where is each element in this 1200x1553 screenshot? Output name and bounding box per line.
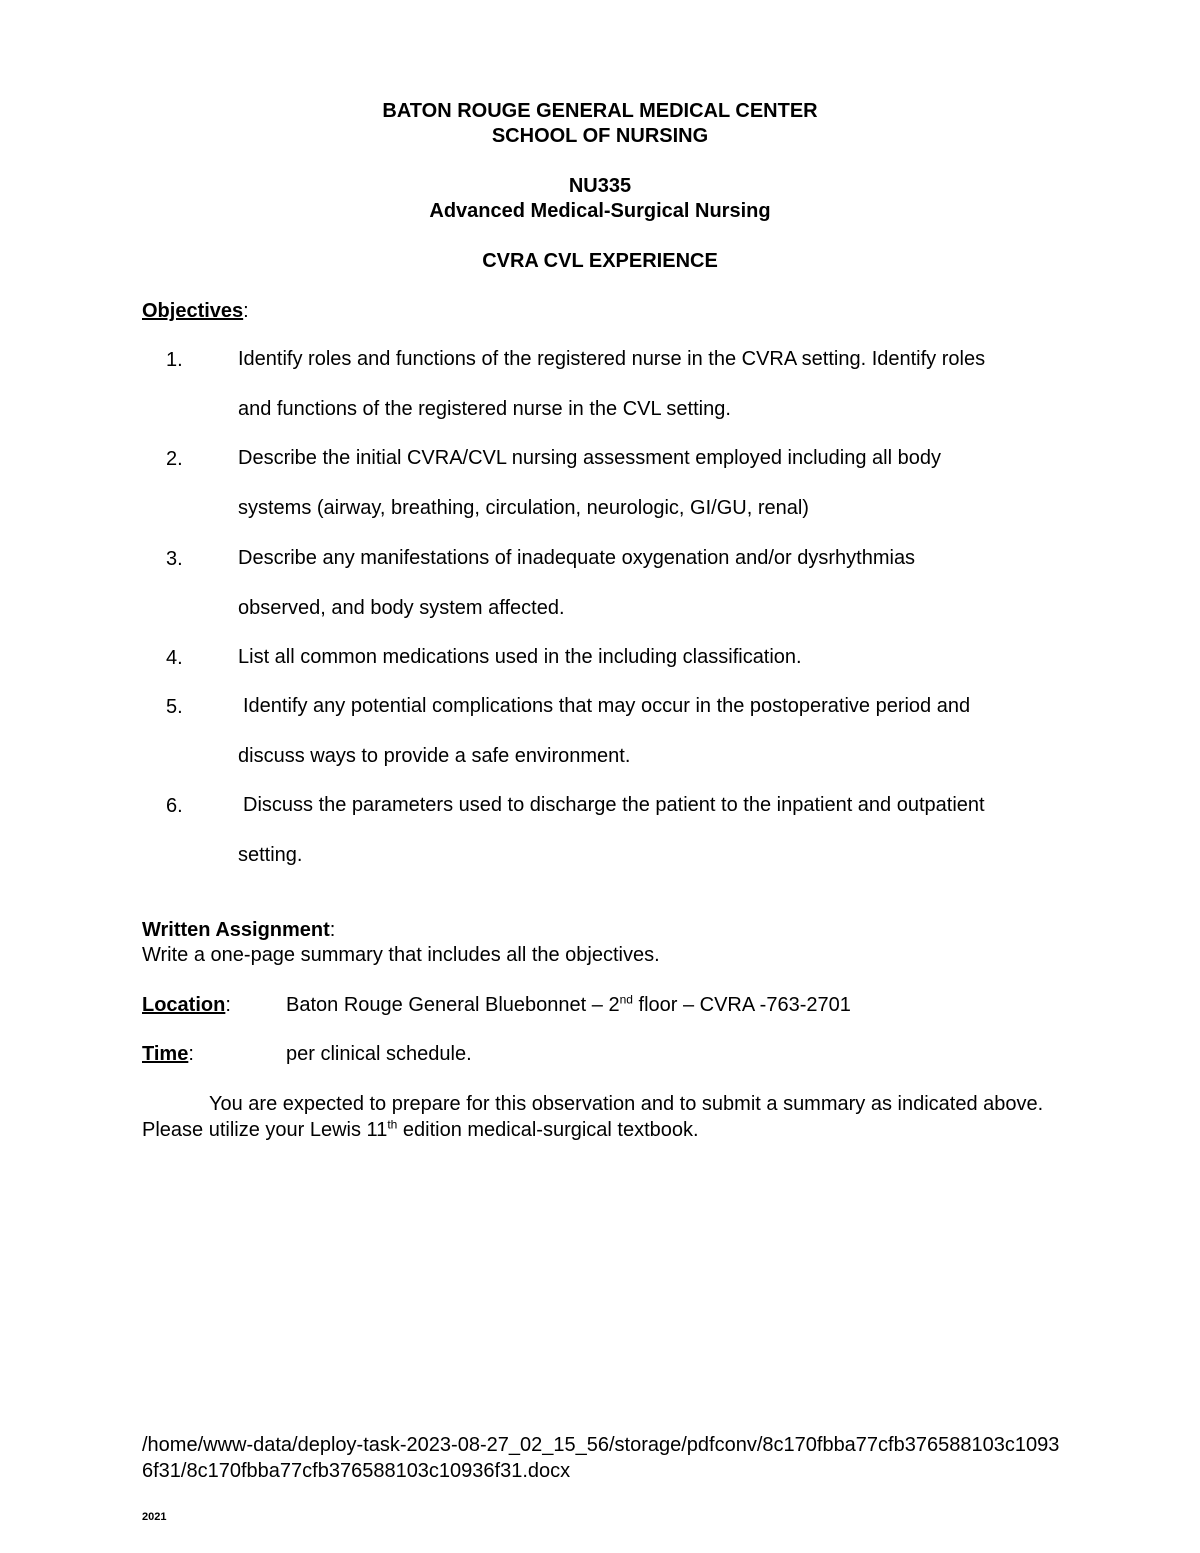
objectives-colon: : [243,300,249,322]
time-colon: : [188,1043,194,1065]
objective-line: Describe the initial CVRA/CVL nursing assessment employed including all body [238,447,941,469]
written-assignment-colon: : [329,919,336,941]
time-value: per clinical schedule. [286,1043,472,1065]
objective-item [238,335,1068,434]
course-code: NU335 [568,175,632,197]
time-label: Time [142,1043,189,1065]
footer-file-path: /home/www-data/deploy-task-2023-08-27_02_15_56/storage/pdfconv/8c170fbba77cfb376588103c10936f31/8c170fbba77cfb376588103c10936f31.docx [142,1434,1060,1482]
objective-line: Identify roles and functions of the registered nurse in the CVRA setting. Identify roles [238,348,986,370]
location-text: Baton Rouge General Bluebonnet – 2 [286,994,620,1016]
written-assignment-text: Write a one-page summary that includes all the objectives. [142,944,660,966]
objective-item [238,781,1068,880]
experience-title: CVRA CVL EXPERIENCE [482,250,718,272]
school-title: SCHOOL OF NURSING [491,125,709,147]
objective-number: 5. [166,696,183,718]
objective-item [238,534,1068,633]
location-superscript: nd [619,992,633,1007]
objective-line: List all common medications used in the including classification. [238,646,802,668]
written-assignment-label: Written Assignment [142,919,330,941]
location-text-rest: floor – CVRA -763-2701 [632,994,851,1016]
objective-line: discuss ways to provide a safe environment. [238,744,631,767]
institution-title: BATON ROUGE GENERAL MEDICAL CENTER [382,100,818,122]
location-value [286,993,851,1017]
location-colon: : [225,994,231,1016]
objective-line: and functions of the registered nurse in the CVL setting. [238,397,731,420]
footer-year: 2021 [142,1511,167,1523]
objectives-heading [142,299,249,323]
objective-line: setting. [238,843,303,866]
closing-text-rest: edition medical-surgical textbook. [397,1119,699,1141]
closing-text: You are expected to prepare for this observation and to submit a summary as indicated above. Please utilize your Lewis 11 [142,1093,1044,1141]
objective-item [238,682,1068,781]
objective-line: Describe any manifestations of inadequate oxygenation and/or dysrhythmias [238,547,916,569]
objective-item [238,633,1068,683]
objective-line: systems (airway, breathing, circulation, neurologic, GI/GU, renal) [238,496,809,519]
objective-number: 1. [166,349,183,371]
written-assignment-heading [142,918,335,942]
closing-paragraph [142,1091,1052,1143]
objective-number: 4. [166,647,183,669]
objective-number: 3. [166,548,183,570]
objective-number: 6. [166,795,183,817]
objective-number: 2. [166,448,183,470]
closing-superscript: th [387,1117,398,1132]
location-label: Location [142,994,226,1016]
location-heading [142,993,231,1017]
course-title: Advanced Medical-Surgical Nursing [429,200,771,222]
objective-line: observed, and body system affected. [238,596,565,619]
objective-line: Identify any potential complications that may occur in the postoperative period and [243,695,971,717]
objective-item [238,434,1068,533]
objectives-label: Objectives [142,300,244,322]
objective-line: Discuss the parameters used to discharge the patient to the inpatient and outpatient [243,794,985,816]
time-heading [142,1042,194,1066]
